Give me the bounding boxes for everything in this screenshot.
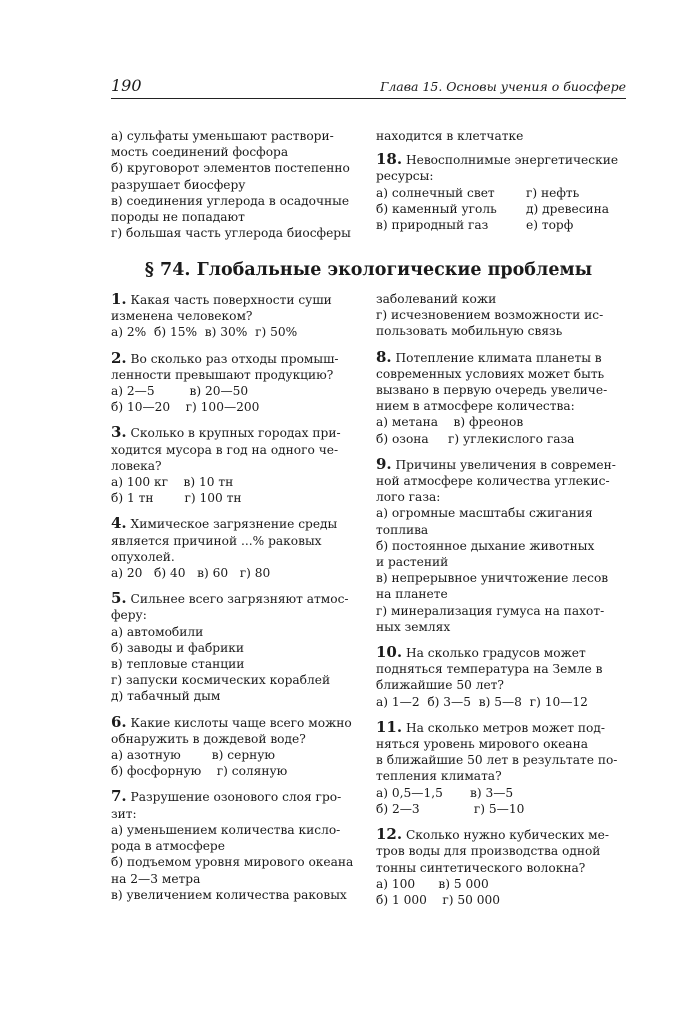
answer-option: г) минерализация гумуса на пахот-: [376, 603, 605, 618]
question-number: 12.: [376, 825, 403, 844]
answer-option: в) увеличением количества раковых: [111, 887, 347, 902]
text-line: а) сульфаты уменьшают раствори-: [111, 129, 334, 143]
answer-option: а) уменьшением количества кисло-: [111, 822, 341, 837]
answer-option: б) озона г) углекислого газа: [376, 431, 575, 446]
text-line: заболеваний кожи: [376, 292, 497, 306]
question-text: ближайшие 50 лет?: [376, 678, 504, 693]
question-number: 18.: [376, 150, 403, 169]
answer-option: на 2—3 метра: [111, 871, 201, 886]
continuation-block: [376, 291, 626, 340]
question-6: [111, 714, 361, 780]
answer-option: б) 10—20 г) 100—200: [111, 400, 260, 415]
page-header: [111, 78, 626, 99]
answer-option: а) автомобили: [111, 624, 204, 639]
question-text: Потепление климата планеты в: [395, 350, 602, 365]
question-text: тонны синтетического волокна?: [376, 860, 586, 875]
question-12: [376, 826, 626, 908]
answer-option: в) природный газ: [376, 218, 489, 233]
answer-option: а) 20 б) 40 в) 60 г) 80: [111, 566, 271, 581]
question-text: На сколько метров может под-: [405, 720, 605, 735]
answer-option: рода в атмосфере: [111, 839, 225, 854]
question-text: Разрушение озонового слоя гро-: [130, 790, 342, 805]
question-text: зит:: [111, 806, 137, 821]
answer-option: в) непрерывное уничтожение лесов: [376, 571, 609, 586]
question-text: является причиной ...% раковых: [111, 533, 322, 548]
top-right-column: [376, 128, 626, 242]
answer-option: г) запуски космических кораблей: [111, 673, 331, 688]
answer-option: г) нефть: [526, 185, 580, 200]
answer-option: ных землях: [376, 619, 451, 634]
question-11: [376, 719, 626, 817]
answer-option: топлива: [376, 522, 429, 537]
question-5: [111, 590, 361, 704]
text-line: мость соединений фосфора: [111, 145, 289, 160]
left-questions-column: [111, 291, 361, 912]
question-text: лого газа:: [376, 490, 441, 505]
question-number: 11.: [376, 717, 403, 736]
question-text: Причины увеличения в современ-: [395, 457, 616, 472]
text-line: разрушает биосферу: [111, 177, 246, 192]
question-9: [376, 456, 626, 635]
question-text: Невосполнимые энергетические: [405, 153, 619, 168]
chapter-title: Глава 15. Основы учения о биосфере: [380, 79, 626, 94]
question-text: Какие кислоты чаще всего можно: [130, 715, 352, 730]
question-2: [111, 350, 361, 416]
question-3: [111, 424, 361, 506]
question-7: [111, 788, 361, 902]
answer-option: д) табачный дым: [111, 689, 221, 704]
answer-option: а) 100 в) 5 000: [376, 876, 489, 891]
question-text: в ближайшие 50 лет в результате по-: [376, 753, 618, 768]
answer-option: на планете: [376, 587, 448, 602]
text-line: б) круговорот элементов постепенно: [111, 161, 350, 176]
answer-option: б) подъемом уровня мирового океана: [111, 855, 354, 870]
answer-option: и растений: [376, 555, 449, 570]
answer-option: б) 1 тн г) 100 тн: [111, 491, 242, 506]
answer-option: б) 1 000 г) 50 000: [376, 892, 501, 907]
answer-option: а) 100 кг в) 10 тн: [111, 475, 234, 490]
page-number: 190: [111, 76, 142, 95]
answer-option: а) метана в) фреонов: [376, 415, 524, 430]
text-line: г) большая часть углерода биосферы: [111, 226, 351, 241]
answer-option: в) тепловые станции: [111, 657, 245, 672]
question-text: современных условиях может быть: [376, 366, 605, 381]
question-text: вызвано в первую очередь увеличе-: [376, 383, 608, 398]
question-number: 8.: [376, 347, 392, 366]
question-1: [111, 291, 361, 341]
question-4: [111, 515, 361, 581]
text-line: породы не попадают: [111, 210, 245, 225]
answer-option: б) заводы и фабрики: [111, 640, 244, 655]
text-line: г) исчезновением возможности ис-: [376, 308, 604, 323]
answer-option: б) постоянное дыхание животных: [376, 538, 595, 553]
question-number: 1.: [111, 290, 127, 308]
answer-option: д) древесина: [526, 201, 610, 216]
question-text: Во сколько раз отходы промыш-: [130, 351, 339, 366]
question-text: ресурсы:: [376, 169, 434, 184]
answer-option: а) 2—5 в) 20—50: [111, 384, 249, 399]
answer-option: а) огромные масштабы сжигания: [376, 506, 593, 521]
question-text: ловека?: [111, 458, 162, 473]
question-text: ной атмосфере количества углекис-: [376, 474, 610, 489]
answer-option: а) 2% б) 15% в) 30% г) 50%: [111, 325, 298, 340]
question-text: Сколько в крупных городах при-: [130, 426, 341, 441]
question-number: 10.: [376, 643, 403, 662]
question-text: Какая часть поверхности суши: [130, 293, 332, 307]
question-text: обнаружить в дождевой воде?: [111, 731, 306, 746]
text-line: в) соединения углерода в осадочные: [111, 193, 350, 208]
answer-option: а) азотную в) серную: [111, 748, 276, 763]
answer-option: а) 0,5—1,5 в) 3—5: [376, 785, 514, 800]
question-number: 4.: [111, 514, 127, 533]
section-title: § 74. Глобальные экологические проблемы: [144, 260, 593, 280]
answer-option: а) солнечный свет: [376, 185, 495, 200]
question-text: ленности превышают продукцию?: [111, 367, 334, 382]
answer-option: а) 1—2 б) 3—5 в) 5—8 г) 10—12: [376, 694, 588, 709]
question-text: няться уровень мирового океана: [376, 737, 588, 752]
question-text: опухолей.: [111, 549, 175, 564]
question-number: 7.: [111, 787, 127, 806]
question-number: 3.: [111, 423, 127, 442]
answer-option: е) торф: [526, 218, 574, 233]
top-left-column: [111, 128, 361, 241]
question-text: Сколько нужно кубических ме-: [405, 828, 609, 843]
question-18: [376, 151, 626, 233]
question-text: ходится мусора в год на одного че-: [111, 442, 339, 457]
answer-option: б) каменный уголь: [376, 201, 497, 216]
question-number: 9.: [376, 454, 392, 473]
question-text: На сколько градусов может: [405, 646, 586, 661]
question-text: изменена человеком?: [111, 309, 253, 324]
answer-option: б) 2—3 г) 5—10: [376, 801, 525, 816]
question-text: Химическое загрязнение среды: [130, 517, 338, 532]
question-number: 6.: [111, 712, 127, 731]
right-questions-column: [376, 291, 626, 917]
question-text: тров воды для производства одной: [376, 844, 601, 859]
question-text: Сильнее всего загрязняют атмос-: [130, 592, 349, 607]
question-number: 2.: [111, 348, 127, 367]
question-text: тепления климата?: [376, 769, 502, 784]
continuation-text: находится в клетчатке: [376, 129, 524, 143]
question-10: [376, 644, 626, 710]
answer-option: б) фосфорную г) соляную: [111, 764, 288, 779]
question-text: феру:: [111, 608, 147, 623]
question-number: 5.: [111, 589, 127, 608]
text-line: пользовать мобильную связь: [376, 324, 563, 339]
question-text: нием в атмосфере количества:: [376, 399, 575, 414]
question-8: [376, 349, 626, 447]
question-text: подняться температура на Земле в: [376, 662, 603, 677]
